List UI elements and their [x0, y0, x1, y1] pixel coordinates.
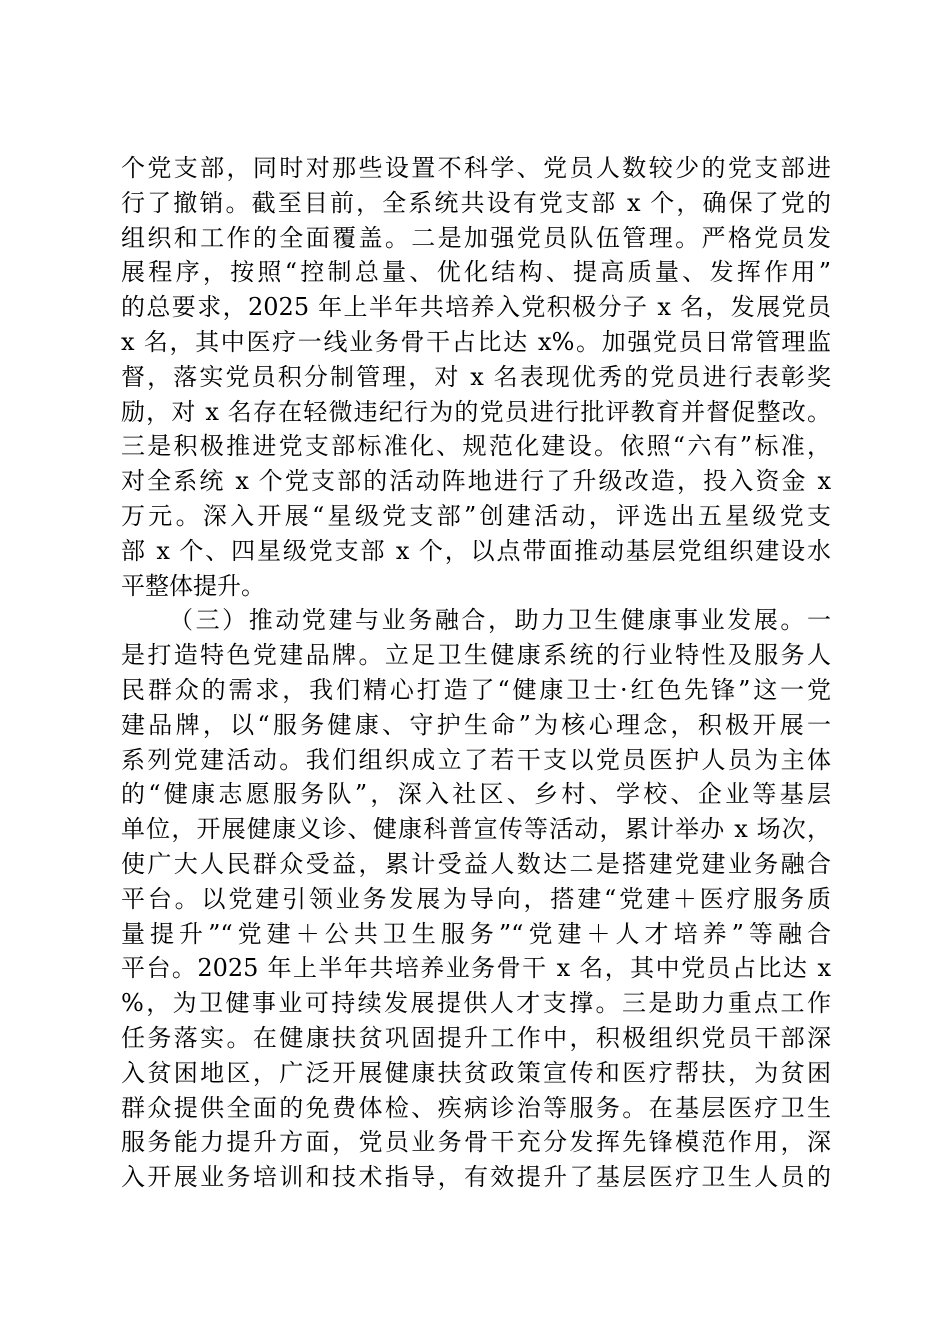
text-line: 督，落实党员积分制管理，对 x 名表现优秀的党员进行表彰奖: [121, 362, 831, 391]
section-heading-line: （三）推动党建与业务融合，助力卫生健康事业发展。一: [169, 606, 831, 635]
text-line: 部 x 个、四星级党支部 x 个，以点带面推动基层党组织建设水: [121, 536, 831, 565]
text-line: 量提升”“党建＋公共卫生服务”“党建＋人才培养”等融合: [121, 919, 831, 948]
text-line: 服务能力提升方面，党员业务骨干充分发挥先锋模范作用，深: [121, 1128, 831, 1157]
text-line: 民群众的需求，我们精心打造了“健康卫士·红色先锋”这一党: [121, 675, 831, 704]
body-text: [121, 151, 831, 1195]
text-line: 是打造特色党建品牌。立足卫生健康系统的行业特性及服务人: [121, 641, 831, 670]
text-line: 励，对 x 名存在轻微违纪行为的党员进行批评教育并督促整改。: [121, 397, 831, 426]
text-line: 展程序，按照“控制总量、优化结构、提高质量、发挥作用”: [121, 258, 831, 287]
text-line: 单位，开展健康义诊、健康科普宣传等活动，累计举办 x 场次，: [121, 815, 831, 844]
text-line: 任务落实。在健康扶贫巩固提升工作中，积极组织党员干部深: [121, 1023, 831, 1052]
paragraph-3: [121, 603, 831, 1195]
text-line: 入开展业务培训和技术指导，有效提升了基层医疗卫生人员的: [121, 1163, 831, 1192]
text-line: 三是积极推进党支部标准化、规范化建设。依照“六有”标准，: [121, 432, 831, 461]
text-line: 使广大人民群众受益，累计受益人数达二是搭建党建业务融合: [121, 849, 831, 878]
text-line: 平台。以党建引领业务发展为导向，搭建“党建＋医疗服务质: [121, 884, 831, 913]
text-line: 系列党建活动。我们组织成立了若干支以党员医护人员为主体: [121, 745, 831, 774]
text-line: 平台。2025 年上半年共培养业务骨干 x 名，其中党员占比达 x: [121, 954, 831, 983]
text-line: %，为卫健事业可持续发展提供人才支撑。三是助力重点工作: [121, 989, 831, 1018]
text-line: 组织和工作的全面覆盖。二是加强党员队伍管理。严格党员发: [121, 223, 831, 252]
text-line: 对全系统 x 个党支部的活动阵地进行了升级改造，投入资金 x: [121, 467, 831, 496]
text-line: 的总要求，2025 年上半年共培养入党积极分子 x 名，发展党员: [121, 293, 831, 322]
text-line: 群众提供全面的免费体检、疾病诊治等服务。在基层医疗卫生: [121, 1093, 831, 1122]
text-line: 行了撤销。截至目前，全系统共设有党支部 x 个，确保了党的: [121, 188, 831, 217]
text-line: 建品牌，以“服务健康、守护生命”为核心理念，积极开展一: [121, 710, 831, 739]
text-line: 个党支部，同时对那些设置不科学、党员人数较少的党支部进: [121, 154, 831, 182]
text-line: x 名，其中医疗一线业务骨干占比达 x%。加强党员日常管理监: [121, 327, 831, 356]
text-line: 万元。深入开展“星级党支部”创建活动，评选出五星级党支: [121, 501, 831, 530]
text-line: 平整体提升。: [121, 571, 265, 600]
text-line: 入贫困地区，广泛开展健康扶贫政策宣传和医疗帮扶，为贫困: [121, 1058, 831, 1087]
paragraph-2: [121, 151, 831, 603]
text-line: 的“健康志愿服务队”，深入社区、乡村、学校、企业等基层: [121, 780, 831, 809]
